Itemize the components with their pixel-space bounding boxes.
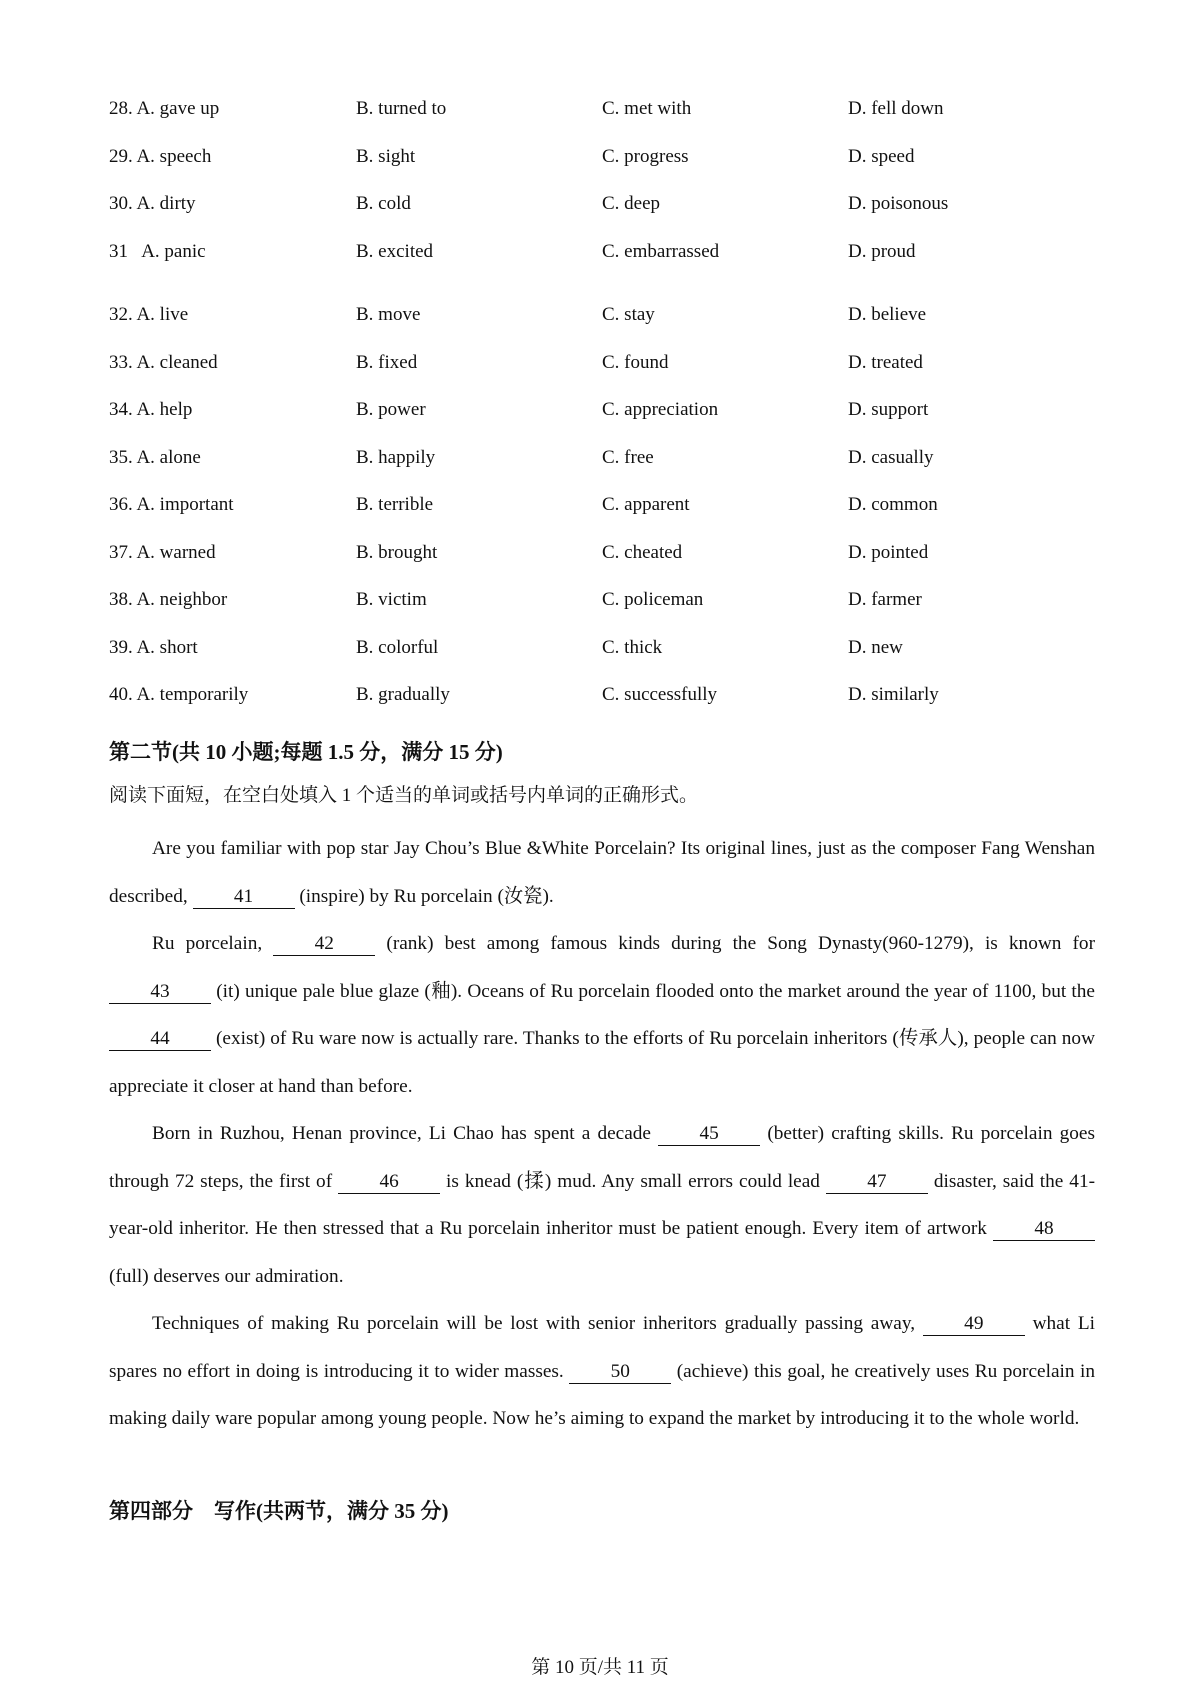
option-38-a: 38. A. neighbor xyxy=(109,589,228,610)
passage-text: (it) unique pale blue glaze (釉). Oceans of Ru porcelain flooded onto the market around the year of 1100, but the xyxy=(211,980,1095,1002)
passage-text: Born in Ruzhou, Henan province, Li Chao has spent a decade xyxy=(152,1123,659,1144)
question-32-options xyxy=(109,302,1109,350)
blank-50[interactable]: 50 xyxy=(569,1361,671,1384)
option-34-a: 34. A. help xyxy=(109,399,193,420)
option-28-b: B. turned to xyxy=(356,98,447,119)
question-28-options xyxy=(109,96,1109,144)
passage-text: (full) deserves our admiration. xyxy=(109,1265,344,1287)
question-36-options xyxy=(109,492,1109,540)
option-33-b: B. fixed xyxy=(356,351,418,373)
option-35-a: 35. A. alone xyxy=(109,446,201,468)
option-35-d: D. casually xyxy=(848,446,934,468)
question-39-options xyxy=(109,635,1109,683)
passage-paragraph-4 xyxy=(109,1300,1095,1443)
option-32-b: B. move xyxy=(356,304,421,325)
reading-passage xyxy=(109,825,1095,1443)
blank-48[interactable]: 48 xyxy=(993,1218,1095,1241)
option-29-c: C. progress xyxy=(602,145,689,167)
passage-text: (achieve) this goal, he creatively uses Ru porcelain in making daily ware popular among young people. Now he’s aiming to expand the market by introducing it to the whole world. xyxy=(109,1360,1096,1429)
option-29-d: D. speed xyxy=(848,145,915,167)
option-30-a: 30. A. dirty xyxy=(109,193,196,214)
passage-paragraph-3 xyxy=(109,1110,1095,1300)
option-40-b: B. gradually xyxy=(356,684,450,705)
option-39-a: 39. A. short xyxy=(109,636,198,658)
blank-42[interactable]: 42 xyxy=(273,933,375,956)
question-37-options xyxy=(109,540,1109,588)
question-34-options xyxy=(109,397,1109,445)
option-35-c: C. free xyxy=(602,446,654,468)
blank-41[interactable]: 41 xyxy=(193,886,295,909)
option-40-d: D. similarly xyxy=(848,684,939,705)
option-31-d: D. proud xyxy=(848,240,916,262)
option-40-a: 40. A. temporarily xyxy=(109,684,249,705)
passage-paragraph-2 xyxy=(109,920,1095,1110)
option-34-d: D. support xyxy=(848,399,929,420)
option-38-c: C. policeman xyxy=(602,589,704,610)
option-33-a: 33. A. cleaned xyxy=(109,351,218,373)
passage-text: disaster, said the 41-year-old inheritor. He then stressed that a Ru porcelain inheritor must be patient enough. Every item of artwork xyxy=(109,1170,1096,1239)
passage-text: what Li spares no effort in doing is introducing it to wider masses. xyxy=(109,1313,1095,1382)
option-32-c: C. stay xyxy=(602,304,655,325)
option-36-c: C. apparent xyxy=(602,494,690,515)
option-30-b: B. cold xyxy=(356,193,411,214)
question-29-options xyxy=(109,144,1109,192)
question-38-options xyxy=(109,587,1109,635)
blank-44[interactable]: 44 xyxy=(109,1028,211,1051)
option-32-a: 32. A. live xyxy=(109,304,189,325)
option-30-d: D. poisonous xyxy=(848,193,949,214)
option-39-c: C. thick xyxy=(602,636,663,658)
passage-text: Techniques of making Ru porcelain will be lost with senior inheritors gradually passing away, xyxy=(152,1313,923,1334)
option-33-d: D. treated xyxy=(848,351,923,373)
blank-49[interactable]: 49 xyxy=(923,1313,1025,1336)
question-31-options xyxy=(109,239,1109,287)
passage-text: (inspire) by Ru porcelain (汝瓷). xyxy=(294,885,554,907)
option-35-b: B. happily xyxy=(356,446,436,468)
option-36-d: D. common xyxy=(848,494,938,515)
option-31-a: 31 A. panic xyxy=(109,240,206,262)
passage-text: (exist) of Ru ware now is actually rare. Thanks to the efforts of Ru porcelain inheritors (传承人), people can now appreciate it closer at hand than before. xyxy=(109,1028,1095,1097)
passage-paragraph-1 xyxy=(109,825,1095,920)
option-30-c: C. deep xyxy=(602,193,661,214)
passage-text: Ru porcelain, xyxy=(152,933,274,954)
option-34-c: C. appreciation xyxy=(602,399,719,420)
option-38-b: B. victim xyxy=(356,589,427,610)
option-29-b: B. sight xyxy=(356,145,416,167)
question-30-options xyxy=(109,191,1109,239)
section-2-instructions: 阅读下面短，在空白处填入 1 个适当的单词或括号内单词的正确形式。 xyxy=(109,785,699,806)
passage-text: Are you familiar with pop star Jay Chou’s Blue &White Porcelain? Its original lines, just as the composer Fang Wenshan described, xyxy=(109,838,1095,907)
option-36-a: 36. A. important xyxy=(109,494,234,515)
option-38-d: D. farmer xyxy=(848,589,922,610)
option-36-b: B. terrible xyxy=(356,494,434,515)
blank-46[interactable]: 46 xyxy=(338,1171,440,1194)
passage-text: (better) crafting skills. Ru porcelain goes through 72 steps, the first of xyxy=(109,1123,1095,1192)
option-31-c: C. embarrassed xyxy=(602,240,720,262)
page-number-footer: 第 10 页/共 11 页 xyxy=(531,1657,669,1678)
section-4-heading: 第四部分 写作(共两节，满分 35 分) xyxy=(109,1499,449,1523)
option-37-c: C. cheated xyxy=(602,541,683,563)
option-28-a: 28. A. gave up xyxy=(109,98,220,119)
option-37-a: 37. A. warned xyxy=(109,541,216,563)
option-39-d: D. new xyxy=(848,636,903,658)
blank-47[interactable]: 47 xyxy=(826,1171,928,1194)
option-28-d: D. fell down xyxy=(848,98,944,119)
option-40-c: C. successfully xyxy=(602,684,718,705)
blank-43[interactable]: 43 xyxy=(109,981,211,1004)
passage-text: is knead (揉) mud. Any small errors could lead xyxy=(440,1170,826,1192)
question-40-options xyxy=(109,682,1109,730)
answer-options-list xyxy=(109,96,1109,730)
passage-text: (rank) best among famous kinds during the Song Dynasty(960-1279), is known for xyxy=(375,933,1095,954)
option-39-b: B. colorful xyxy=(356,636,439,658)
question-35-options xyxy=(109,445,1109,493)
option-31-b: B. excited xyxy=(356,240,434,262)
option-34-b: B. power xyxy=(356,399,426,420)
question-33-options xyxy=(109,350,1109,398)
option-28-c: C. met with xyxy=(602,98,692,119)
option-29-a: 29. A. speech xyxy=(109,145,212,167)
option-33-c: C. found xyxy=(602,351,669,373)
section-2-heading: 第二节(共 10 小题;每题 1.5 分，满分 15 分) xyxy=(109,740,503,764)
option-32-d: D. believe xyxy=(848,304,927,325)
option-37-b: B. brought xyxy=(356,541,438,563)
blank-45[interactable]: 45 xyxy=(658,1123,760,1146)
option-37-d: D. pointed xyxy=(848,541,929,563)
